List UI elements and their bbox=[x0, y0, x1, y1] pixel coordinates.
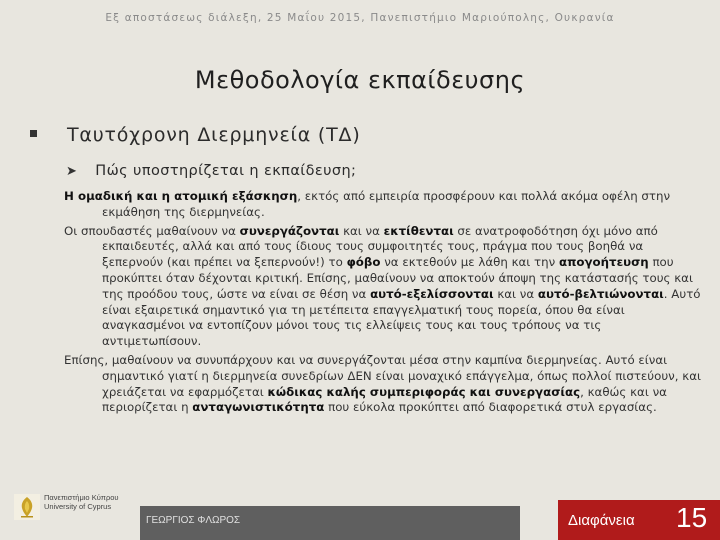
bullet-level2 bbox=[66, 163, 706, 179]
arrow-bullet-icon: ➤ bbox=[66, 164, 78, 179]
text: και να bbox=[339, 223, 384, 238]
text: να εκτεθούν με λάθη και την bbox=[380, 255, 559, 270]
author-name: ΓΕΩΡΓΙΟΣ ΦΛΩΡΟΣ bbox=[146, 515, 241, 526]
text: και να bbox=[493, 286, 538, 301]
university-logo bbox=[14, 492, 134, 522]
emphasis: απογοήτευση bbox=[558, 255, 649, 270]
emphasis: συνεργάζονται bbox=[239, 223, 340, 238]
emphasis: αυτό-εξελίσσονται bbox=[370, 286, 494, 301]
text: Οι σπουδαστές μαθαίνουν να bbox=[64, 223, 240, 238]
slide-number: 15 bbox=[676, 502, 708, 533]
paragraph-booth bbox=[64, 353, 704, 416]
emphasis: εκτίθενται bbox=[383, 223, 454, 238]
text: , καθώς και να περιορίζεται η bbox=[102, 384, 667, 415]
university-crest-icon bbox=[14, 494, 40, 520]
author-bar bbox=[140, 506, 520, 540]
text: που προκύπτει όταν δέχονται κριτική. Επίσης, μαθαίνουν να αποκτούν άποψη της κατάστασής τους και της προόδου τους, ώστε να είναι σε θέση να bbox=[102, 255, 693, 301]
bullet-level2-text: Πώς υποστηρίζεται η εκπαίδευση; bbox=[95, 163, 357, 179]
logo-text bbox=[44, 493, 119, 511]
text: Επίσης, μαθαίνουν να συνυπάρχουν και να συνεργάζονται μέσα στην καμπίνα διερμηνείας. Αυτό είναι σημαντικό γιατί η διερμηνεία συνεδρίων ΔΕΝ είναι μοναχικό επάγγελμα, όπως πολλοί πιστεύουν, και χρειάζεται να εφαρμόζεται bbox=[64, 352, 701, 399]
emphasis: κώδικας καλής συμπεριφοράς και συνεργασίας bbox=[267, 384, 581, 399]
text: σε ανατροφοδότηση όχι μόνο από εκπαιδευτές, αλλά και από τους ίδιους τους συμφοιτητές τους, πράγμα που τους βοηθά να ξεπερνούν (και πρέπει να ξεπερνούν!) το bbox=[102, 223, 658, 270]
bullet-level1 bbox=[30, 124, 710, 146]
paragraph-practice bbox=[64, 189, 704, 221]
text: . Αυτό είναι εξαιρετικά σημαντικό για τη μετέπειτα επαγγελματική τους πορεία, όπου θα είναι αναγκασμένοι να εντοπίζουν μόνοι τους τις ελλείψεις τους και τους τρόπους να τις αντιμετωπίσουν. bbox=[102, 286, 701, 349]
header-line: Εξ αποστάσεως διάλεξη, 25 Μαΐου 2015, Πανεπιστήμιο Μαριούπολης, Ουκρανία bbox=[105, 12, 615, 24]
body-text bbox=[64, 189, 704, 419]
slide-number-box bbox=[558, 500, 720, 540]
emphasis: φόβο bbox=[346, 255, 381, 270]
square-bullet-icon bbox=[30, 130, 37, 137]
text: , εκτός από εμπειρία προσφέρουν και πολλά ακόμα οφέλη στην εκμάθηση της διερμηνείας. bbox=[102, 189, 671, 219]
text: που εύκολα προκύπτει από διαφορετικά στυλ εργασίας. bbox=[324, 400, 657, 415]
bullet-level1-text: Ταυτόχρονη Διερμηνεία (ΤΔ) bbox=[67, 124, 361, 146]
emphasis: ανταγωνιστικότητα bbox=[192, 400, 325, 415]
logo-line-english: University of Cyprus bbox=[44, 502, 112, 511]
emphasis: Η ομαδική και η ατομική εξάσκηση bbox=[64, 189, 298, 203]
paragraph-students bbox=[64, 224, 704, 350]
slide-label: Διαφάνεια bbox=[568, 512, 635, 529]
logo-line-greek: Πανεπιστήμιο Κύπρου bbox=[44, 493, 119, 502]
emphasis: αυτό-βελτιώνονται bbox=[537, 286, 664, 301]
slide-title: Μεθοδολογία εκπαίδευσης bbox=[194, 66, 526, 94]
